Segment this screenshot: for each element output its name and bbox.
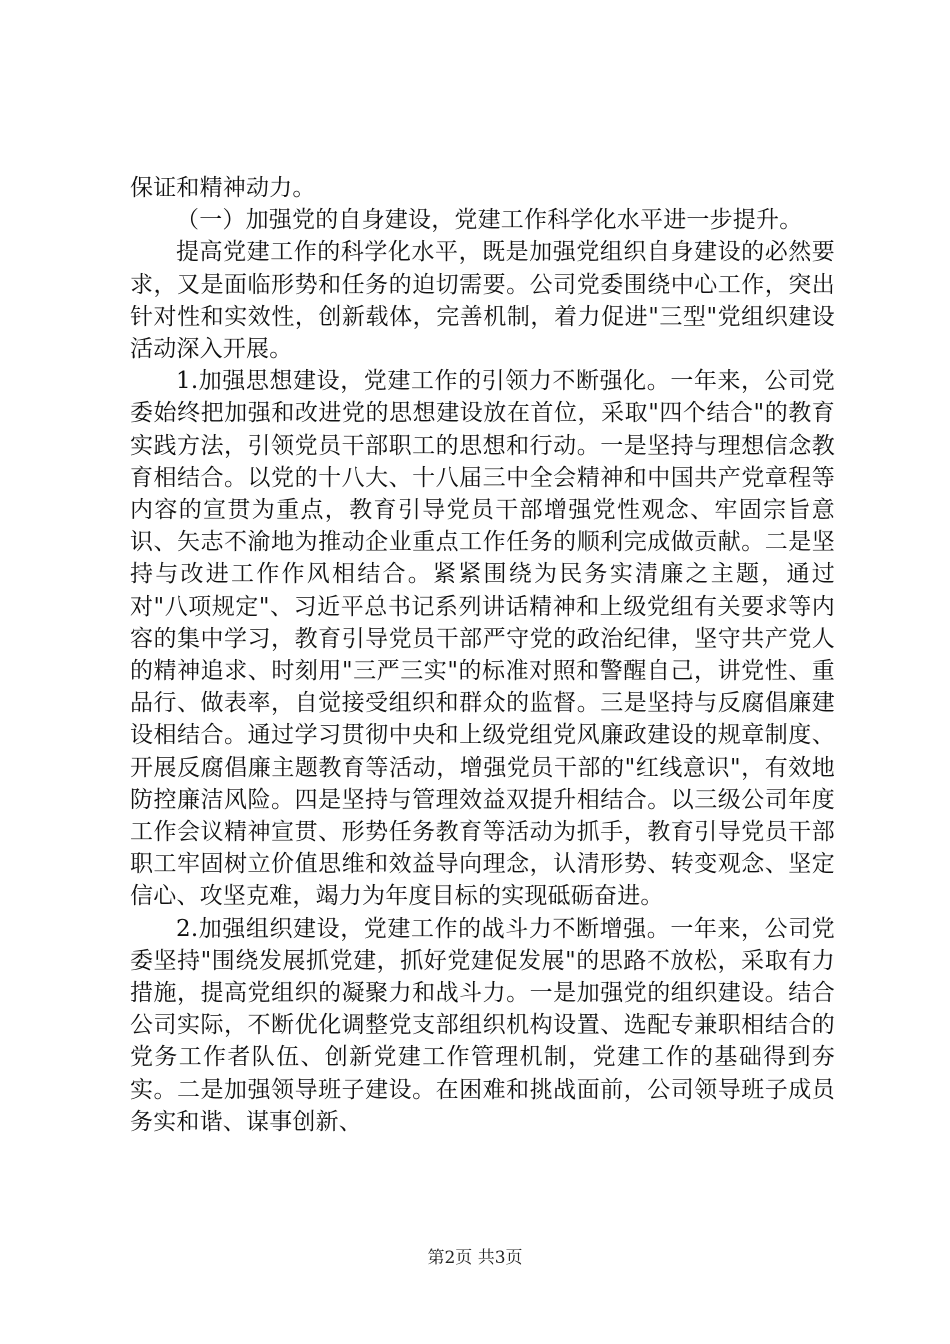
page-footer: 第2页 共3页 [427, 1248, 523, 1268]
paragraph-continuation: 保证和精神动力。 [130, 175, 316, 201]
section-heading: （一）加强党的自身建设，党建工作科学化水平进一步提升。 [176, 207, 803, 234]
paragraph-ideological-building: 1.加强思想建设，党建工作的引领力不断强化。一年来，公司党委始终把加强和改进党的思想建设放在首位，采取"四个结合"的教育实践方法，引领党员干部职工的思想和行动。一是坚持与理想信念教育相结合。以党的十八大、十八届三中全会精神和中国共产党章程等内容的宣贯为重点，教育引导党员干部增强党性观念、牢固宗旨意识、矢志不渝地为推动企业重点工作任务的顺利完成做贡献。二是坚持与改进工作作风相结合。紧紧围绕为民务实清廉之主题，通过对"八项规定"、习近平总书记系列讲话精神和上级党组有关要求等内容的集中学习，教育引导党员干部严守党的政治纪律，坚守共产党人的精神追求、时刻用"三严三实"的标准对照和警醒自己，讲党性、重品行、做表率，自觉接受组织和群众的监督。三是坚持与反腐倡廉建设相结合。通过学习贯彻中央和上级党组党风廉政建设的规章制度、开展反腐倡廉主题教育等活动，增强党员干部的"红线意识"，有效地防控廉洁风险。四是坚持与管理效益双提升相结合。以三级公司年度工作会议精神宣贯、形势任务教育等活动为抓手，教育引导党员干部职工牢固树立价值思维和效益导向理念，认清形势、转变观念、坚定信心、攻坚克难，竭力为年度目标的实现砥砺奋进。 [130, 368, 835, 910]
document-body [130, 172, 835, 1138]
paragraph-intro: 提高党建工作的科学化水平，既是加强党组织自身建设的必然要求，又是面临形势和任务的迫切需要。公司党委围绕中心工作，突出针对性和实效性，创新载体，完善机制，着力促进"三型"党组织建设活动深入开展。 [130, 239, 835, 363]
paragraph-organizational-building: 2.加强组织建设，党建工作的战斗力不断增强。一年来，公司党委坚持"围绕发展抓党建，抓好党建促发展"的思路不放松，采取有力措施，提高党组织的凝聚力和战斗力。一是加强党的组织建设。结合公司实际，不断优化调整党支部组织机构设置、选配专兼职相结合的党务工作者队伍、创新党建工作管理机制，党建工作的基础得到夯实。二是加强领导班子建设。在困难和挑战面前，公司领导班子成员务实和谐、谋事创新、 [130, 915, 835, 1135]
